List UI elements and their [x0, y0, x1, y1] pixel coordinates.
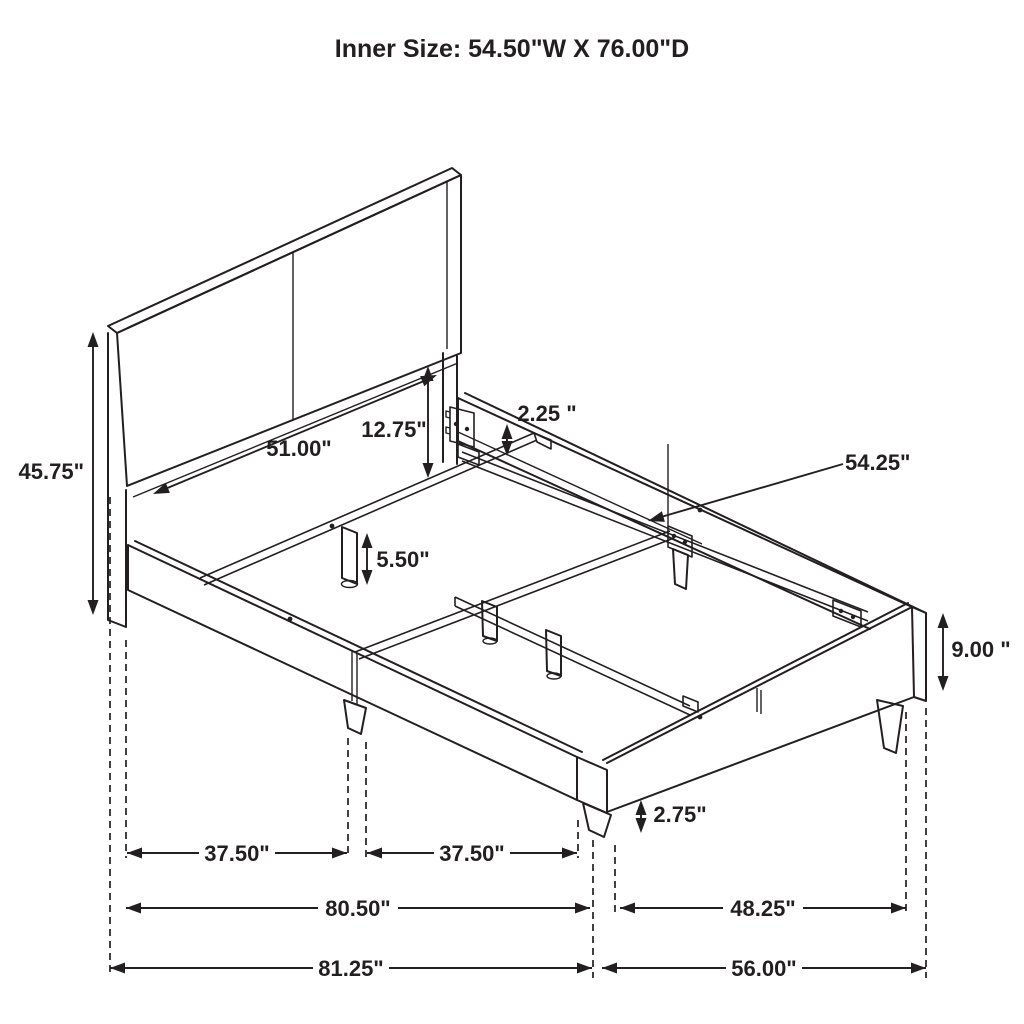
dim-label: 37.50"	[204, 841, 270, 866]
screw-dot	[330, 524, 335, 529]
far-rail-top-inner	[458, 398, 912, 607]
dim-label: 48.25"	[730, 896, 796, 921]
far-corner-face	[912, 607, 926, 701]
dim-center-leg	[362, 533, 430, 585]
foot-rail-seam	[757, 688, 761, 714]
legs	[342, 527, 904, 837]
center-leg	[342, 527, 357, 584]
dim-label: 51.00"	[266, 436, 332, 461]
bracket-screw	[851, 615, 855, 619]
cross-rail-head	[200, 433, 537, 585]
dim-label: 9.00 "	[951, 637, 1011, 662]
bracket-screw	[839, 609, 843, 613]
bracket-screw	[683, 540, 687, 544]
dim-label: 54.25"	[845, 450, 911, 475]
dim-label: 2.75"	[653, 802, 707, 827]
dim-panel-to-slat	[361, 366, 433, 478]
dim-label: 80.50"	[325, 896, 391, 921]
bracket-screw	[672, 534, 676, 538]
dim-inner-length	[126, 896, 590, 921]
frame-rails	[128, 393, 926, 813]
screw-dot	[698, 715, 703, 720]
near-rail-top-inner	[135, 541, 582, 752]
dim-cross-rail	[648, 450, 910, 522]
center-leg	[482, 601, 497, 641]
screw-dot	[288, 617, 293, 622]
dim-overall-width	[602, 956, 926, 981]
far-rail-inner-face	[458, 398, 870, 629]
screw-dot	[698, 508, 703, 513]
cross-rail-head-tab	[534, 433, 551, 449]
dim-rail-section-front	[127, 841, 347, 866]
screw-dots	[288, 508, 703, 720]
dim-overall-length	[110, 956, 592, 981]
dim-label: 81.25"	[318, 956, 384, 981]
near-corner-post	[577, 757, 607, 813]
headboard-top-face	[108, 168, 461, 333]
dimensions	[19, 332, 1011, 981]
dim-rail-section-back	[367, 841, 577, 866]
center-leg	[673, 549, 688, 589]
center-support-rail	[455, 597, 690, 715]
dim-headboard-height	[19, 332, 99, 615]
foot-rail-top-inner	[603, 603, 908, 760]
dim-label: 45.75"	[18, 459, 84, 484]
dim-rail-height	[938, 613, 1011, 691]
mid-rail-leg	[344, 700, 366, 734]
far-rail-top-outer	[465, 393, 926, 613]
dim-inner-width	[620, 896, 906, 921]
dim-label: 2.25 "	[517, 401, 577, 426]
bracket-plate	[450, 407, 474, 447]
dim-label: 12.75"	[361, 417, 427, 442]
center-leg	[546, 630, 561, 676]
dim-label: 5.50"	[376, 547, 430, 572]
diagram-title: Inner Size: 54.50"W X 76.00"D	[334, 35, 690, 63]
dim-label: 56.00"	[731, 956, 797, 981]
foot-rail-bottom	[607, 697, 914, 812]
dim-foot-leg	[636, 800, 707, 833]
dim-label: 37.50"	[439, 841, 505, 866]
foot-rail-top-outer	[607, 607, 912, 763]
far-corner-leg	[877, 700, 903, 753]
bracket-screw	[465, 427, 469, 431]
